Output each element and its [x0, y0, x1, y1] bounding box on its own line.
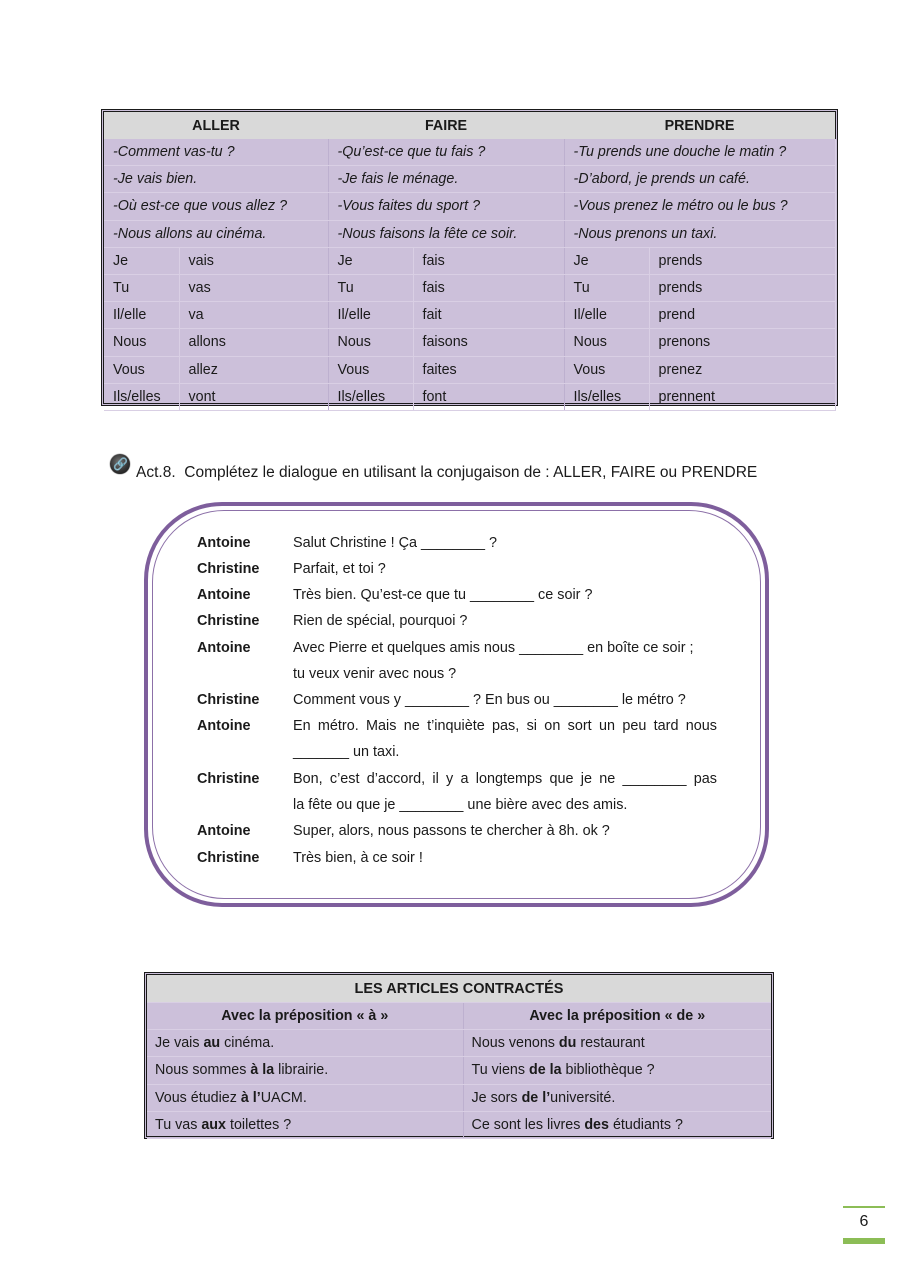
- example-aller: -Je vais bien.: [104, 166, 328, 193]
- verb-form: fais: [413, 274, 564, 301]
- speaker: Antoine: [197, 718, 251, 734]
- table-row: [147, 1111, 771, 1138]
- pronoun: Il/elle: [328, 302, 413, 329]
- pronoun: Ils/elles: [104, 383, 179, 410]
- pronoun: Ils/elles: [328, 383, 413, 410]
- table-row: [147, 1057, 771, 1084]
- speaker: Antoine: [197, 823, 251, 839]
- verb-form: va: [179, 302, 328, 329]
- activity-text: Complétez le dialogue en utilisant la conjugaison de : ALLER, FAIRE ou PRENDRE: [184, 464, 758, 481]
- activity-instruction: [136, 464, 757, 482]
- example-faire: -Nous faisons la fête ce soir.: [328, 220, 564, 247]
- line-text: Parfait, et toi ?: [293, 561, 386, 577]
- column-header-a: Avec la préposition « à »: [147, 1003, 463, 1030]
- header-prendre: PRENDRE: [564, 112, 835, 139]
- speaker: Antoine: [197, 640, 251, 656]
- example-a: Tu vas aux toilettes ?: [147, 1111, 463, 1138]
- speaker: Christine: [197, 850, 260, 866]
- example-de: Nous venons du restaurant: [463, 1030, 771, 1057]
- example-de: Je sors de l’université.: [463, 1084, 771, 1111]
- verb-form: prenons: [649, 329, 835, 356]
- header-aller: ALLER: [104, 112, 328, 139]
- example-a: Je vais au cinéma.: [147, 1030, 463, 1057]
- pronoun: Ils/elles: [564, 383, 649, 410]
- verb-form: prends: [649, 247, 835, 274]
- example-a: Nous sommes à la librairie.: [147, 1057, 463, 1084]
- pronoun: Il/elle: [564, 302, 649, 329]
- pronoun: Nous: [104, 329, 179, 356]
- example-aller: -Où est-ce que vous allez ?: [104, 193, 328, 220]
- pronoun: Tu: [328, 274, 413, 301]
- line-text: Très bien. Qu’est-ce que tu ________ ce soir ?: [293, 587, 593, 603]
- conjugation-row: [104, 329, 835, 356]
- speaker: Christine: [197, 561, 260, 577]
- speaker: Christine: [197, 613, 260, 629]
- pronoun: Je: [104, 247, 179, 274]
- speaker: Christine: [197, 771, 260, 787]
- verb-form: allez: [179, 356, 328, 383]
- table-row: [147, 1084, 771, 1111]
- line-text: En métro. Mais ne t’inquiète pas, si on sort un peu tard nous: [293, 718, 717, 734]
- conjugation-row: [104, 383, 835, 410]
- speaker: Christine: [197, 692, 260, 708]
- verb-form: vont: [179, 383, 328, 410]
- example-row: [104, 220, 835, 247]
- verb-form: faites: [413, 356, 564, 383]
- verb-form: prends: [649, 274, 835, 301]
- verb-form: prennent: [649, 383, 835, 410]
- line-text: Très bien, à ce soir !: [293, 850, 423, 866]
- pronoun: Nous: [564, 329, 649, 356]
- verb-form: prend: [649, 302, 835, 329]
- pronoun: Vous: [328, 356, 413, 383]
- pronoun: Je: [328, 247, 413, 274]
- example-prendre: -Vous prenez le métro ou le bus ?: [564, 193, 835, 220]
- verb-form: vais: [179, 247, 328, 274]
- pronoun: Tu: [104, 274, 179, 301]
- example-row: [104, 193, 835, 220]
- pronoun: Vous: [564, 356, 649, 383]
- line-text: Salut Christine ! Ça ________ ?: [293, 535, 497, 551]
- example-row: [104, 139, 835, 166]
- conjugation-row: [104, 356, 835, 383]
- link-bullet-icon: 🔗: [110, 454, 130, 474]
- page-number-rule-bottom: [843, 1238, 885, 1244]
- verb-form: vas: [179, 274, 328, 301]
- example-prendre: -D’abord, je prends un café.: [564, 166, 835, 193]
- example-faire: -Vous faites du sport ?: [328, 193, 564, 220]
- line-text: Avec Pierre et quelques amis nous ________ en boîte ce soir ;: [293, 640, 694, 656]
- header-faire: FAIRE: [328, 112, 564, 139]
- table-title: LES ARTICLES CONTRACTÉS: [147, 975, 771, 1003]
- speaker: Antoine: [197, 587, 251, 603]
- line-text: Comment vous y ________ ? En bus ou ________ le métro ?: [293, 692, 686, 708]
- example-aller: -Nous allons au cinéma.: [104, 220, 328, 247]
- activity-label: Act.8.: [136, 464, 176, 481]
- example-prendre: -Nous prenons un taxi.: [564, 220, 835, 247]
- line-text: tu veux venir avec nous ?: [293, 666, 457, 683]
- verb-form: font: [413, 383, 564, 410]
- pronoun: Nous: [328, 329, 413, 356]
- pronoun: Je: [564, 247, 649, 274]
- line-text: _______ un taxi.: [293, 744, 400, 761]
- page-number: 6: [859, 1213, 869, 1230]
- conjugation-row: [104, 274, 835, 301]
- example-de: Tu viens de la bibliothèque ?: [463, 1057, 771, 1084]
- example-prendre: -Tu prends une douche le matin ?: [564, 139, 835, 166]
- verb-form: prenez: [649, 356, 835, 383]
- column-header-de: Avec la préposition « de »: [463, 1003, 771, 1030]
- speaker: Antoine: [197, 535, 251, 551]
- example-faire: -Je fais le ménage.: [328, 166, 564, 193]
- pronoun: Il/elle: [104, 302, 179, 329]
- conjugation-row: [104, 247, 835, 274]
- line-text: Bon, c’est d’accord, il y a longtemps que je ne ________ pas: [293, 771, 717, 787]
- verb-form: fait: [413, 302, 564, 329]
- verb-conjugation-table: [101, 109, 838, 406]
- example-a: Vous étudiez à l’UACM.: [147, 1084, 463, 1111]
- verb-form: faisons: [413, 329, 564, 356]
- verb-form: allons: [179, 329, 328, 356]
- line-text: Super, alors, nous passons te chercher à 8h. ok ?: [293, 823, 610, 839]
- table-row: [147, 1030, 771, 1057]
- pronoun: Vous: [104, 356, 179, 383]
- line-text: Rien de spécial, pourquoi ?: [293, 613, 468, 629]
- example-de: Ce sont les livres des étudiants ?: [463, 1111, 771, 1138]
- example-faire: -Qu’est-ce que tu fais ?: [328, 139, 564, 166]
- example-row: [104, 166, 835, 193]
- conjugation-row: [104, 302, 835, 329]
- page-number-rule-top: [843, 1206, 885, 1208]
- pronoun: Tu: [564, 274, 649, 301]
- example-aller: -Comment vas-tu ?: [104, 139, 328, 166]
- line-text: la fête ou que je ________ une bière avec des amis.: [293, 797, 628, 814]
- verb-form: fais: [413, 247, 564, 274]
- contracted-articles-table: [144, 972, 774, 1139]
